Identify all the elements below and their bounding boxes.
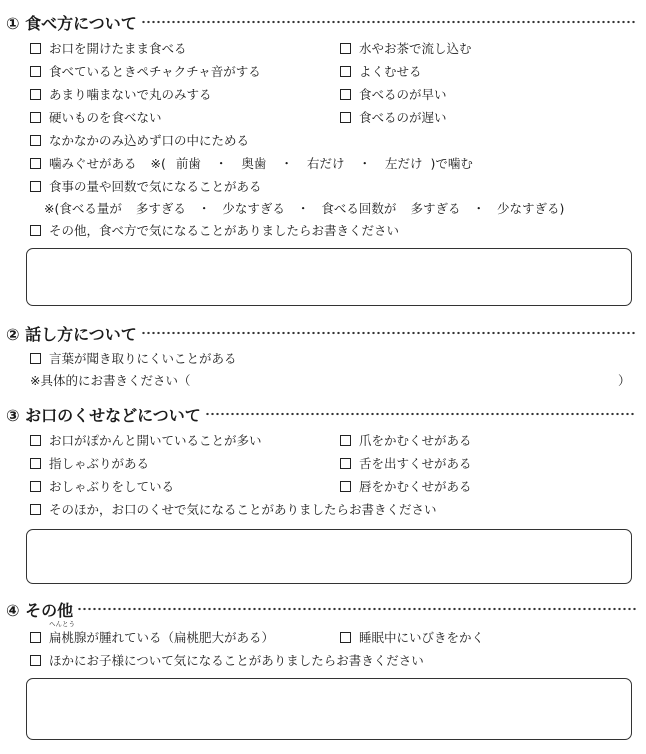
checkbox-label: なかなかのみ込めず口の中にためる [49,133,250,148]
separator: ・ [280,156,293,171]
checkbox-icon[interactable] [340,43,351,54]
frequency-option-too-few: 少なすぎる) [496,201,565,216]
checkbox-label: よくむせる [359,64,422,79]
checkbox-icon[interactable] [340,435,351,446]
checkbox-item[interactable] [30,348,237,368]
checkbox-label: お口がぽかんと開いていることが多い [49,433,262,448]
checkbox-label: その他，食べ方で気になることがありましたらお書きください [49,223,400,238]
chewing-option-right: 右だけ [306,156,345,171]
section-4-title-text: ④ その他 [6,600,74,620]
checkbox-item[interactable] [30,453,149,473]
checkbox-icon[interactable] [30,43,41,54]
checkbox-label: 食べるのが早い [359,87,447,102]
section-3-title [6,402,636,426]
checkbox-icon[interactable] [30,632,41,643]
checkbox-label: 食べているときペチャクチャ音がする [49,64,261,79]
checkbox-label: 唇をかむくせがある [359,479,472,494]
checkbox-item[interactable] [30,430,262,450]
checkbox-label: 食べるのが遅い [359,110,447,125]
speech-detail-note [30,370,190,390]
checkbox-icon[interactable] [30,225,41,236]
checkbox-label: あまり噛まないで丸のみする [49,87,212,102]
dotted-leader [77,607,636,611]
other-notes-textbox[interactable] [26,678,632,740]
speech-note-prefix: ※具体的にお書きください（ [30,373,191,388]
checkbox-item[interactable] [30,153,473,173]
checkbox-icon[interactable] [30,112,41,123]
separator: ・ [197,201,211,216]
checkbox-icon[interactable] [30,353,41,364]
separator: ・ [214,156,228,171]
tonsil-ruby: へんとう [49,620,75,628]
checkbox-icon[interactable] [30,158,41,169]
checkbox-label: 食事の量や回数で気になることがある [49,179,262,194]
checkbox-item[interactable] [340,476,472,496]
amount-note [44,198,564,218]
checkbox-label: 水やお茶で流し込む [359,41,472,56]
checkbox-item[interactable] [30,38,187,58]
tonsil-word [49,620,87,646]
separator: ・ [358,156,371,171]
chewing-note-suffix: )で噛む [430,156,473,171]
checkbox-item[interactable] [340,61,422,81]
checkbox-icon[interactable] [340,458,351,469]
checkbox-item[interactable] [340,38,472,58]
chewing-note-prefix: ※( [150,155,166,171]
checkbox-icon[interactable] [340,66,351,77]
checkbox-label: 睡眠中にいびきをかく [359,630,485,645]
checkbox-item[interactable] [30,220,399,240]
checkbox-label: 噛みぐせがある [49,156,137,171]
checkbox-icon[interactable] [30,435,41,446]
oral-habits-textbox[interactable] [26,529,632,584]
checkbox-item[interactable] [30,620,275,647]
chewing-option-left: 左だけ [384,156,423,171]
dotted-leader [205,412,636,416]
amount-note-mid: 食べる回数が [321,201,397,216]
checkbox-item[interactable] [30,650,424,670]
checkbox-icon[interactable] [30,458,41,469]
section-3-title-text: ③ お口のくせなどについて [6,405,201,425]
section-2-title [6,321,636,345]
separator: ・ [296,201,310,216]
checkbox-item[interactable] [340,107,447,127]
checkbox-item[interactable] [340,453,472,473]
checkbox-icon[interactable] [340,481,351,492]
checkbox-icon[interactable] [30,66,41,77]
checkbox-item[interactable] [30,476,174,496]
checkbox-label: 指しゃぶりがある [49,456,150,471]
separator: ・ [472,201,485,216]
checkbox-item[interactable] [30,499,437,519]
checkbox-label: 言葉が聞き取りにくいことがある [49,351,237,366]
section-1-title-text: ① 食べ方について [6,13,137,33]
checkbox-item[interactable] [30,176,262,196]
checkbox-label: が腫れている（扁桃肥大がある） [86,630,275,645]
checkbox-item[interactable] [340,430,472,450]
checkbox-icon[interactable] [30,481,41,492]
tonsil-base: 扁桃腺 [49,630,87,645]
checkbox-label: 硬いものを食べない [49,110,162,125]
dotted-leader [141,20,636,24]
checkbox-icon[interactable] [340,632,351,643]
checkbox-item[interactable] [30,61,261,81]
checkbox-label: 爪をかむくせがある [359,433,472,448]
checkbox-icon[interactable] [30,504,41,515]
checkbox-label: ほかにお子様について気になることがありましたらお書きください [49,653,424,668]
checkbox-item[interactable] [30,84,212,104]
checkbox-icon[interactable] [30,135,41,146]
checkbox-icon[interactable] [30,89,41,100]
checkbox-icon[interactable] [340,89,351,100]
checkbox-item[interactable] [340,627,484,647]
speech-note-suffix: ） [618,373,631,388]
eating-notes-textbox[interactable] [26,248,632,306]
section-4-title [6,597,636,621]
checkbox-label: 舌を出すくせがある [359,456,472,471]
frequency-option-too-many: 多すぎる [410,201,461,216]
section-1-title [6,10,636,34]
checkbox-label: そのほか，お口のくせで気になることがありましたらお書きください [49,502,437,517]
checkbox-icon[interactable] [340,112,351,123]
checkbox-item[interactable] [30,107,162,127]
checkbox-icon[interactable] [30,655,41,666]
checkbox-label: お口を開けたまま食べる [49,41,187,56]
amount-note-prefix: ※(食べる量が [44,201,122,216]
checkbox-item[interactable] [30,130,249,150]
amount-option-too-little: 少なすぎる [222,201,285,216]
amount-option-too-much: 多すぎる [135,201,186,216]
section-2-title-text: ② 話し方について [6,324,137,344]
dotted-leader [141,331,636,335]
speech-note-close [618,370,631,390]
checkbox-item[interactable] [340,84,447,104]
checkbox-icon[interactable] [30,181,41,192]
chewing-option-back: 奥歯 [241,156,267,171]
chewing-option-front: 前歯 [175,156,201,171]
checkbox-label: おしゃぶりをしている [49,479,175,494]
